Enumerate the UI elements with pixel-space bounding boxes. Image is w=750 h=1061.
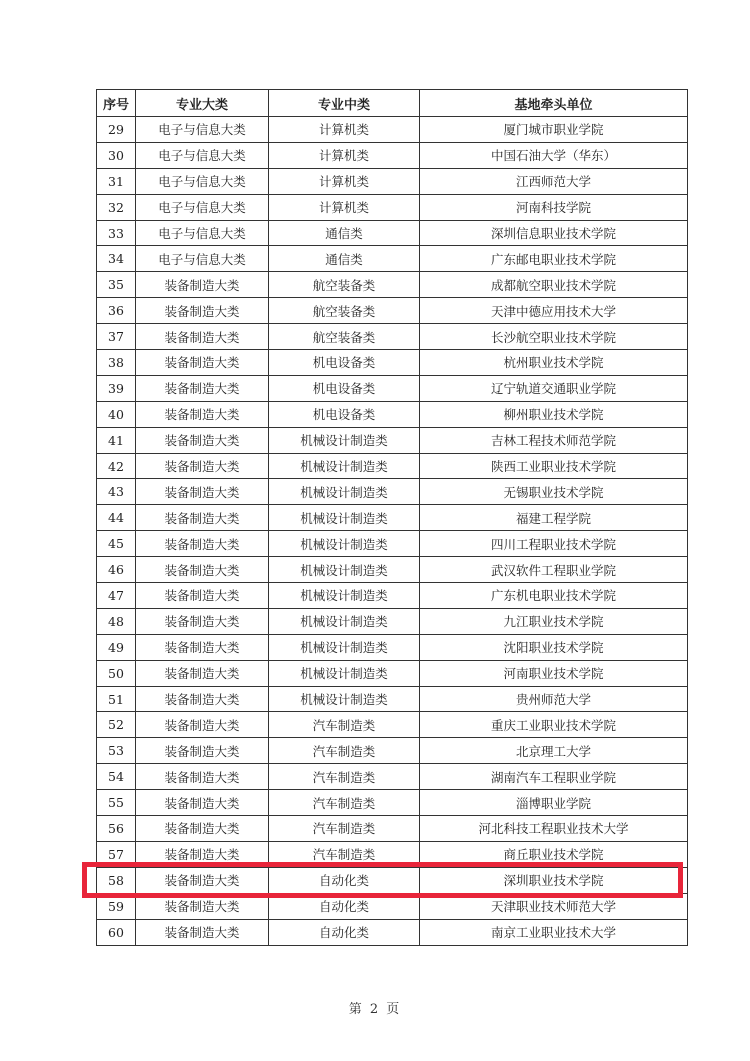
table-row bbox=[97, 453, 688, 479]
cell-lead-unit: 贵州师范大学 bbox=[420, 686, 688, 712]
cell-serial-number: 35 bbox=[97, 272, 136, 298]
cell-serial-number: 31 bbox=[97, 168, 136, 194]
table-row bbox=[97, 246, 688, 272]
cell-lead-unit: 北京理工大学 bbox=[420, 738, 688, 764]
table-row bbox=[97, 634, 688, 660]
table-row bbox=[97, 194, 688, 220]
cell-lead-unit: 天津中德应用技术大学 bbox=[420, 298, 688, 324]
cell-middle-category: 机械设计制造类 bbox=[269, 427, 420, 453]
cell-serial-number: 51 bbox=[97, 686, 136, 712]
cell-major-category: 装备制造大类 bbox=[136, 816, 269, 842]
table-row bbox=[97, 712, 688, 738]
cell-lead-unit: 重庆工业职业技术学院 bbox=[420, 712, 688, 738]
cell-serial-number: 56 bbox=[97, 816, 136, 842]
cell-lead-unit: 广东邮电职业技术学院 bbox=[420, 246, 688, 272]
cell-major-category: 装备制造大类 bbox=[136, 324, 269, 350]
cell-serial-number: 48 bbox=[97, 608, 136, 634]
table-row bbox=[97, 919, 688, 945]
cell-lead-unit: 陕西工业职业技术学院 bbox=[420, 453, 688, 479]
cell-middle-category: 机械设计制造类 bbox=[269, 505, 420, 531]
table-row bbox=[97, 531, 688, 557]
cell-lead-unit: 商丘职业技术学院 bbox=[420, 841, 688, 867]
cell-middle-category: 计算机类 bbox=[269, 142, 420, 168]
table-row bbox=[97, 401, 688, 427]
table-row bbox=[97, 117, 688, 143]
cell-middle-category: 航空装备类 bbox=[269, 324, 420, 350]
header-major-category: 专业大类 bbox=[136, 90, 269, 117]
cell-major-category: 装备制造大类 bbox=[136, 893, 269, 919]
cell-middle-category: 机械设计制造类 bbox=[269, 660, 420, 686]
cell-middle-category: 机械设计制造类 bbox=[269, 557, 420, 583]
cell-lead-unit: 无锡职业技术学院 bbox=[420, 479, 688, 505]
cell-major-category: 装备制造大类 bbox=[136, 505, 269, 531]
cell-middle-category: 机电设备类 bbox=[269, 401, 420, 427]
cell-serial-number: 45 bbox=[97, 531, 136, 557]
cell-lead-unit: 天津职业技术师范大学 bbox=[420, 893, 688, 919]
cell-lead-unit: 吉林工程技术师范学院 bbox=[420, 427, 688, 453]
cell-lead-unit: 九江职业技术学院 bbox=[420, 608, 688, 634]
cell-major-category: 装备制造大类 bbox=[136, 919, 269, 945]
cell-major-category: 装备制造大类 bbox=[136, 375, 269, 401]
cell-serial-number: 30 bbox=[97, 142, 136, 168]
cell-middle-category: 航空装备类 bbox=[269, 298, 420, 324]
header-lead-unit: 基地牵头单位 bbox=[420, 90, 688, 117]
document-table-container bbox=[96, 89, 687, 946]
cell-middle-category: 通信类 bbox=[269, 220, 420, 246]
table-body bbox=[97, 117, 688, 946]
cell-major-category: 装备制造大类 bbox=[136, 479, 269, 505]
cell-major-category: 装备制造大类 bbox=[136, 712, 269, 738]
cell-middle-category: 机械设计制造类 bbox=[269, 608, 420, 634]
table-row bbox=[97, 142, 688, 168]
header-middle-category: 专业中类 bbox=[269, 90, 420, 117]
cell-lead-unit: 杭州职业技术学院 bbox=[420, 350, 688, 376]
cell-lead-unit: 福建工程学院 bbox=[420, 505, 688, 531]
cell-lead-unit: 江西师范大学 bbox=[420, 168, 688, 194]
cell-middle-category: 计算机类 bbox=[269, 168, 420, 194]
cell-major-category: 装备制造大类 bbox=[136, 634, 269, 660]
cell-serial-number: 43 bbox=[97, 479, 136, 505]
table-row bbox=[97, 790, 688, 816]
cell-serial-number: 39 bbox=[97, 375, 136, 401]
base-unit-table bbox=[96, 89, 688, 946]
cell-middle-category: 计算机类 bbox=[269, 194, 420, 220]
cell-middle-category: 机电设备类 bbox=[269, 375, 420, 401]
cell-major-category: 电子与信息大类 bbox=[136, 194, 269, 220]
cell-middle-category: 汽车制造类 bbox=[269, 712, 420, 738]
cell-major-category: 装备制造大类 bbox=[136, 660, 269, 686]
cell-lead-unit: 广东机电职业技术学院 bbox=[420, 583, 688, 609]
cell-serial-number: 57 bbox=[97, 841, 136, 867]
cell-middle-category: 机械设计制造类 bbox=[269, 531, 420, 557]
table-row bbox=[97, 505, 688, 531]
cell-middle-category: 汽车制造类 bbox=[269, 816, 420, 842]
table-row bbox=[97, 608, 688, 634]
table-row bbox=[97, 583, 688, 609]
cell-lead-unit: 厦门城市职业学院 bbox=[420, 117, 688, 143]
table-header-row bbox=[97, 90, 688, 117]
cell-serial-number: 53 bbox=[97, 738, 136, 764]
cell-major-category: 装备制造大类 bbox=[136, 790, 269, 816]
table-row bbox=[97, 841, 688, 867]
cell-lead-unit: 长沙航空职业技术学院 bbox=[420, 324, 688, 350]
cell-middle-category: 自动化类 bbox=[269, 893, 420, 919]
cell-major-category: 装备制造大类 bbox=[136, 583, 269, 609]
table-row bbox=[97, 375, 688, 401]
cell-lead-unit: 武汉软件工程职业学院 bbox=[420, 557, 688, 583]
table-row bbox=[97, 427, 688, 453]
cell-middle-category: 机械设计制造类 bbox=[269, 479, 420, 505]
cell-major-category: 装备制造大类 bbox=[136, 427, 269, 453]
cell-middle-category: 机械设计制造类 bbox=[269, 583, 420, 609]
table-row bbox=[97, 479, 688, 505]
cell-serial-number: 58 bbox=[97, 867, 136, 893]
cell-major-category: 装备制造大类 bbox=[136, 531, 269, 557]
cell-lead-unit: 湖南汽车工程职业学院 bbox=[420, 764, 688, 790]
cell-serial-number: 37 bbox=[97, 324, 136, 350]
cell-lead-unit: 中国石油大学（华东） bbox=[420, 142, 688, 168]
cell-serial-number: 36 bbox=[97, 298, 136, 324]
cell-serial-number: 60 bbox=[97, 919, 136, 945]
cell-serial-number: 50 bbox=[97, 660, 136, 686]
cell-serial-number: 41 bbox=[97, 427, 136, 453]
cell-serial-number: 29 bbox=[97, 117, 136, 143]
table-row bbox=[97, 220, 688, 246]
cell-serial-number: 40 bbox=[97, 401, 136, 427]
cell-serial-number: 55 bbox=[97, 790, 136, 816]
cell-middle-category: 机械设计制造类 bbox=[269, 453, 420, 479]
cell-middle-category: 汽车制造类 bbox=[269, 764, 420, 790]
table-row bbox=[97, 816, 688, 842]
table-row bbox=[97, 168, 688, 194]
cell-middle-category: 汽车制造类 bbox=[269, 790, 420, 816]
cell-middle-category: 机械设计制造类 bbox=[269, 634, 420, 660]
cell-major-category: 电子与信息大类 bbox=[136, 117, 269, 143]
cell-major-category: 装备制造大类 bbox=[136, 867, 269, 893]
cell-lead-unit: 沈阳职业技术学院 bbox=[420, 634, 688, 660]
table-row bbox=[97, 893, 688, 919]
cell-major-category: 装备制造大类 bbox=[136, 453, 269, 479]
cell-middle-category: 航空装备类 bbox=[269, 272, 420, 298]
cell-middle-category: 计算机类 bbox=[269, 117, 420, 143]
cell-serial-number: 54 bbox=[97, 764, 136, 790]
cell-middle-category: 汽车制造类 bbox=[269, 841, 420, 867]
cell-lead-unit: 成都航空职业技术学院 bbox=[420, 272, 688, 298]
header-serial-number: 序号 bbox=[97, 90, 136, 117]
cell-middle-category: 汽车制造类 bbox=[269, 738, 420, 764]
cell-lead-unit: 河南科技学院 bbox=[420, 194, 688, 220]
cell-lead-unit: 河北科技工程职业技术大学 bbox=[420, 816, 688, 842]
cell-serial-number: 49 bbox=[97, 634, 136, 660]
cell-major-category: 电子与信息大类 bbox=[136, 246, 269, 272]
table-row bbox=[97, 324, 688, 350]
table-row bbox=[97, 298, 688, 324]
cell-lead-unit: 深圳信息职业技术学院 bbox=[420, 220, 688, 246]
cell-middle-category: 自动化类 bbox=[269, 867, 420, 893]
page-number: 第 2 页 bbox=[348, 1002, 402, 1017]
table-row bbox=[97, 350, 688, 376]
cell-serial-number: 38 bbox=[97, 350, 136, 376]
cell-serial-number: 59 bbox=[97, 893, 136, 919]
cell-major-category: 装备制造大类 bbox=[136, 272, 269, 298]
cell-major-category: 装备制造大类 bbox=[136, 557, 269, 583]
cell-major-category: 装备制造大类 bbox=[136, 686, 269, 712]
table-row bbox=[97, 867, 688, 893]
cell-major-category: 电子与信息大类 bbox=[136, 168, 269, 194]
cell-major-category: 装备制造大类 bbox=[136, 841, 269, 867]
cell-serial-number: 44 bbox=[97, 505, 136, 531]
cell-serial-number: 52 bbox=[97, 712, 136, 738]
cell-middle-category: 通信类 bbox=[269, 246, 420, 272]
cell-serial-number: 46 bbox=[97, 557, 136, 583]
cell-lead-unit: 辽宁轨道交通职业学院 bbox=[420, 375, 688, 401]
table-row bbox=[97, 764, 688, 790]
cell-serial-number: 32 bbox=[97, 194, 136, 220]
cell-serial-number: 42 bbox=[97, 453, 136, 479]
cell-middle-category: 机械设计制造类 bbox=[269, 686, 420, 712]
cell-major-category: 电子与信息大类 bbox=[136, 142, 269, 168]
cell-major-category: 电子与信息大类 bbox=[136, 220, 269, 246]
cell-major-category: 装备制造大类 bbox=[136, 350, 269, 376]
table-row bbox=[97, 660, 688, 686]
cell-serial-number: 34 bbox=[97, 246, 136, 272]
cell-major-category: 装备制造大类 bbox=[136, 401, 269, 427]
cell-lead-unit: 河南职业技术学院 bbox=[420, 660, 688, 686]
cell-middle-category: 自动化类 bbox=[269, 919, 420, 945]
table-row bbox=[97, 557, 688, 583]
cell-middle-category: 机电设备类 bbox=[269, 350, 420, 376]
cell-major-category: 装备制造大类 bbox=[136, 738, 269, 764]
table-row bbox=[97, 738, 688, 764]
cell-lead-unit: 南京工业职业技术大学 bbox=[420, 919, 688, 945]
cell-major-category: 装备制造大类 bbox=[136, 608, 269, 634]
table-row bbox=[97, 686, 688, 712]
cell-lead-unit: 淄博职业学院 bbox=[420, 790, 688, 816]
cell-serial-number: 47 bbox=[97, 583, 136, 609]
cell-major-category: 装备制造大类 bbox=[136, 764, 269, 790]
table-row bbox=[97, 272, 688, 298]
cell-lead-unit: 四川工程职业技术学院 bbox=[420, 531, 688, 557]
cell-major-category: 装备制造大类 bbox=[136, 298, 269, 324]
cell-lead-unit: 深圳职业技术学院 bbox=[420, 867, 688, 893]
cell-lead-unit: 柳州职业技术学院 bbox=[420, 401, 688, 427]
cell-serial-number: 33 bbox=[97, 220, 136, 246]
